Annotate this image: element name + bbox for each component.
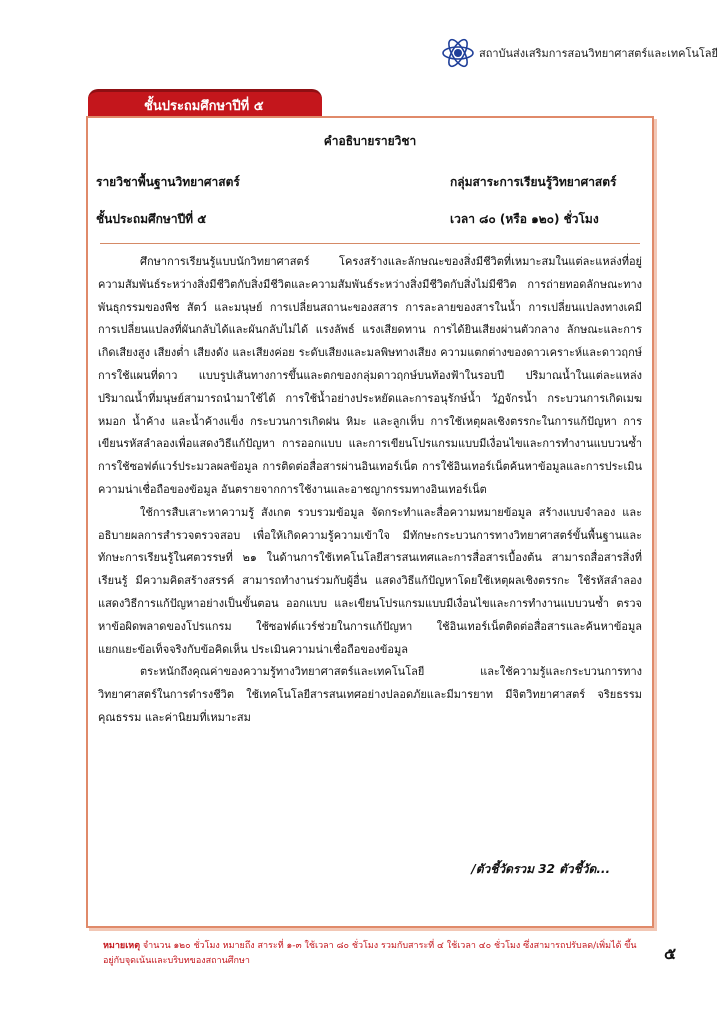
- total-indicators: /ตัวชี้วัดรวม 32 ตัวชี้วัด...: [471, 862, 610, 876]
- description-paragraph: ตระหนักถึงคุณค่าของความรู้ทางวิทยาศาสตร์และเทคโนโลยี และใช้ความรู้และกระบวนการทางวิทยาศาสตร์ในการดำรงชีวิต ใช้เทคโนโลยีสารสนเทศอย่างปลอดภัยและมีมารยาท มีจิตวิทยาศาสตร์ จริยธรรม คุณธรรม และค่านิยมที่เหมาะสม: [98, 665, 642, 724]
- description-paragraph: ใช้การสืบเสาะหาความรู้ สังเกต รวบรวมข้อมูล จัดกระทำและสื่อความหมายข้อมูล สร้างแบบจำลอง และอธิบายผลการสำรวจตรวจสอบ เพื่อให้เกิดความรู้ความเข้าใจ มีทักษะกระบวนการทางวิทยาศาสตร์ขั้นพื้นฐานและทักษะการเรียนรู้ในศตวรรษที่ ๒๑ ในด้านการใช้เทคโนโลยีสารสนเทศและการสื่อสารเบื้องต้น สามารถสื่อสารสิ่งที่เรียนรู้ มีความคิดสร้างสรรค์ สามารถทำงานร่วมกับผู้อื่น แสดงวิธีแก้ปัญหาโดยใช้เหตุผลเชิงตรรกะ ใช้รหัสลำลองแสดงวิธีการแก้ปัญหาอย่างเป็นขั้นตอน ออกแบบ และเขียนโปรแกรมแบบมีเงื่อนไขและการทำงานแบบวนซ้ำ ตรวจหาข้อผิดพลาดของโปรแกรม ใช้ซอฟต์แวร์ช่วยในการแก้ปัญหา ใช้อินเทอร์เน็ตติดต่อสื่อสารและค้นหาข้อมูล แยกแยะข้อเท็จจริงกับข้อคิดเห็น ประเมินความน่าเชื่อถือของข้อมูล: [98, 505, 642, 656]
- footnote-text: จำนวน ๑๒๐ ชั่วโมง หมายถึง สาระที่ ๑-๓ ใช้เวลา ๘๐ ชั่วโมง รวมกับสาระที่ ๔ ใช้เวลา ๔๐ ชั่วโมง ซึ่งสามารถปรับลด/เพิ่มได้ ขึ้นอยู่กับจุดเน้นและบริบทของสถานศึกษา: [103, 941, 637, 966]
- description-body: [98, 251, 642, 730]
- panel-title: คำอธิบายรายวิชา: [323, 134, 417, 148]
- grade-level: ชั้นประถมศึกษาปีที่ ๕: [96, 212, 207, 226]
- footnote: [103, 939, 643, 969]
- grade-tab: ชั้นประถมศึกษาปีที่ ๕: [88, 89, 322, 119]
- organization-name: สถาบันส่งเสริมการสอนวิทยาศาสตร์และเทคโนโลยี: [479, 47, 718, 60]
- ipst-atom-logo-icon: [441, 36, 475, 70]
- learning-area: กลุ่มสาระการเรียนรู้วิทยาศาสตร์: [450, 175, 617, 189]
- footnote-label: หมายเหตุ: [103, 941, 141, 951]
- description-paragraph: ศึกษาการเรียนรู้แบบนักวิทยาศาสตร์ โครงสร้างและลักษณะของสิ่งมีชีวิตที่เหมาะสมในแต่ละแหล่งที่อยู่ ความสัมพันธ์ระหว่างสิ่งมีชีวิตกับสิ่งมีชีวิตและความสัมพันธ์ระหว่างสิ่งมีชีวิตกับสิ่งไม่มีชีวิต การถ่ายทอดลักษณะทางพันธุกรรมของพืช สัตว์ และมนุษย์ การเปลี่ยนสถานะของสสาร การละลายของสารในน้ำ การเปลี่ยนแปลงทางเคมี การเปลี่ยนแปลงที่ผันกลับได้และผันกลับไม่ได้ แรงลัพธ์ แรงเสียดทาน การได้ยินเสียงผ่านตัวกลาง ลักษณะและการเกิดเสียงสูง เสียงต่ำ เสียงดัง และเสียงค่อย ระดับเสียงและมลพิษทางเสียง ความแตกต่างของดาวเคราะห์และดาวฤกษ์ การใช้แผนที่ดาว แบบรูปเส้นทางการขึ้นและตกของกลุ่มดาวฤกษ์บนท้องฟ้าในรอบปี ปริมาณน้ำในแต่ละแหล่ง ปริมาณน้ำที่มนุษย์สามารถนำมาใช้ได้ การใช้น้ำอย่างประหยัดและการอนุรักษ์น้ำ วัฏจักรน้ำ กระบวนการเกิดเมฆ หมอก น้ำค้าง และน้ำค้างแข็ง กระบวนการเกิดฝน หิมะ และลูกเห็บ การใช้เหตุผลเชิงตรรกะในการแก้ปัญหา การเขียนรหัสลำลองเพื่อแสดงวิธีแก้ปัญหา การออกแบบ และการเขียนโปรแกรมแบบมีเงื่อนไขและการทำงานแบบวนซ้ำ การใช้ซอฟต์แวร์ประมวลผลข้อมูล การติดต่อสื่อสารผ่านอินเทอร์เน็ต การใช้อินเทอร์เน็ตค้นหาข้อมูลและการประเมินความน่าเชื่อถือของข้อมูล อันตรายจากการใช้งานและอาชญากรรมทางอินเทอร์เน็ต: [98, 255, 642, 496]
- course-description-panel: [86, 116, 654, 928]
- page-number: ๕: [664, 944, 677, 963]
- study-time: เวลา ๘๐ (หรือ ๑๒๐) ชั่วโมง: [450, 212, 599, 226]
- divider: [100, 243, 640, 244]
- subject-name: รายวิชาพื้นฐานวิทยาศาสตร์: [96, 175, 240, 189]
